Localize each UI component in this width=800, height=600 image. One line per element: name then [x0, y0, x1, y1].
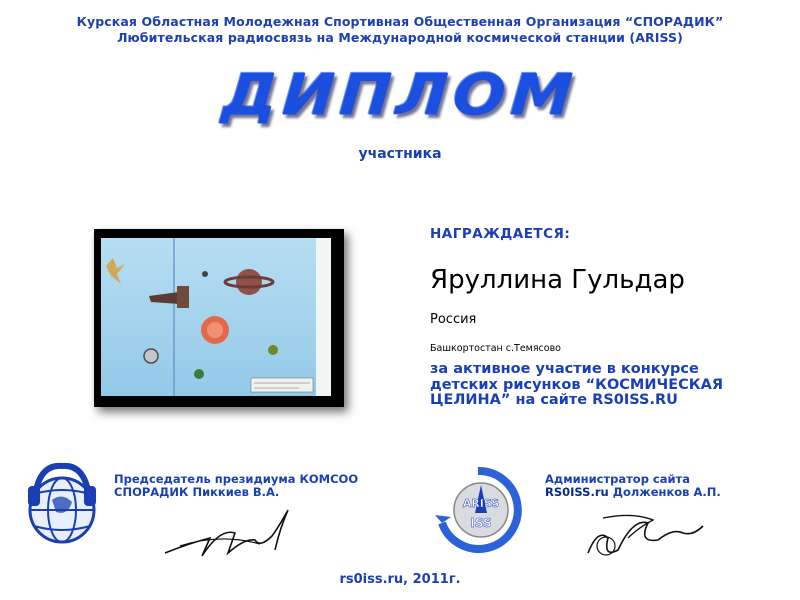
drawing-caption-label	[251, 378, 313, 392]
footer-site-year: rs0iss.ru, 2011г.	[339, 572, 461, 587]
ariss-logo-text: ARISS	[462, 497, 500, 510]
planet-grey	[144, 349, 158, 363]
diploma-subtitle: участника	[358, 146, 442, 162]
recipient-name: Яруллина Гульдар	[430, 265, 685, 295]
admin-signature-block	[545, 473, 785, 499]
chairman-signature-block	[114, 473, 384, 499]
drawing-paper-edge	[316, 238, 331, 396]
sporadic-globe-logo	[22, 460, 102, 555]
planet-olive	[268, 345, 278, 355]
admin-title: Администратор сайта	[545, 472, 690, 486]
ariss-logo	[433, 465, 523, 555]
admin-name: Долженков А.П.	[608, 485, 721, 499]
award-reason: за активное участие в конкурсе детских рисунков “КОСМИЧЕСКАЯ ЦЕЛИНА” на сайте RS0ISS.RU	[430, 361, 723, 408]
recipient-country: Россия	[430, 312, 477, 327]
iss-logo-text: ISS	[470, 516, 492, 530]
chairman-name: СПОРАДИК Пиккиев В.А.	[114, 485, 280, 499]
organization-name: Курская Областная Молодежная Спортивная Общественная Организация “СПОРАДИК”	[76, 14, 724, 29]
planet-ringed	[236, 269, 262, 295]
admin-site: RS0ISS.ru	[545, 485, 609, 499]
drawing-illustration	[101, 238, 331, 396]
ariss-line: Любительская радиосвязь на Международной космической станции (ARISS)	[117, 30, 683, 45]
planet-green	[194, 369, 204, 379]
chairman-signature	[160, 498, 310, 568]
admin-signature	[578, 498, 708, 568]
recipient-region: Башкортостан с.Темясово	[430, 343, 561, 354]
child-drawing	[101, 238, 331, 396]
diploma-title: ДИПЛОМ	[220, 60, 580, 129]
awarded-label: НАГРАЖДАЕТСЯ:	[430, 226, 571, 242]
chairman-title: Председатель президиума КОМСОО	[114, 472, 359, 486]
